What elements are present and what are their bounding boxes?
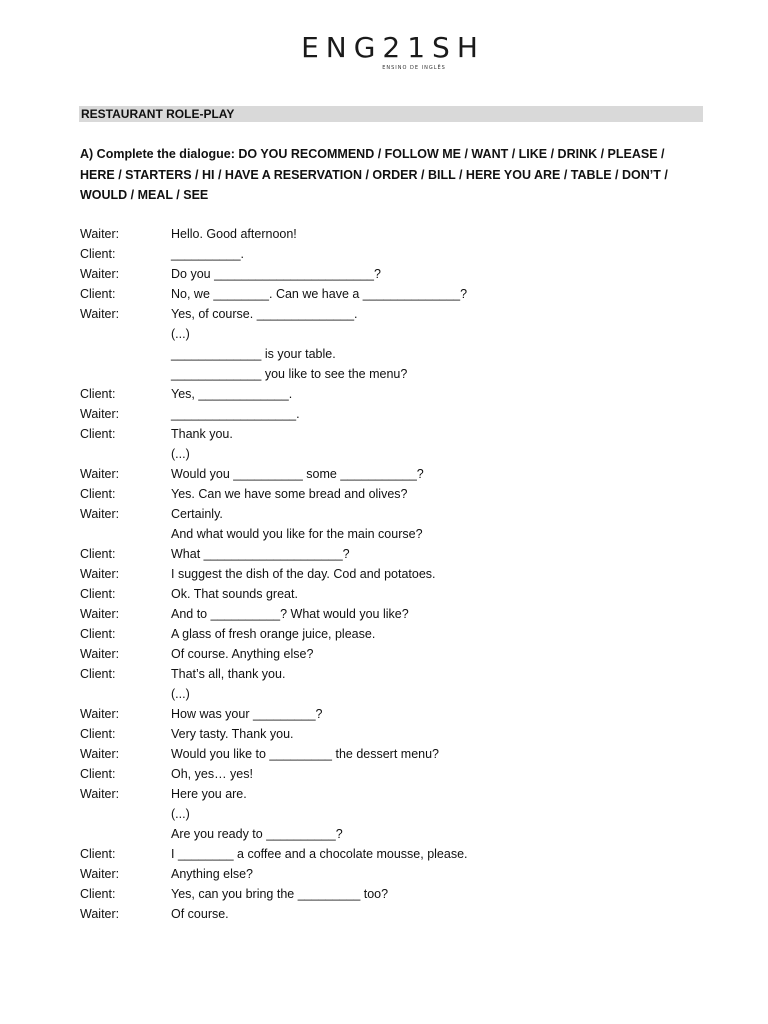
dialogue-text: __________________.	[171, 407, 300, 421]
dialogue-line	[80, 784, 700, 804]
speaker-label: Waiter:	[80, 907, 120, 921]
dialogue-line	[80, 884, 700, 904]
dialogue-line	[80, 244, 700, 264]
dialogue-line	[80, 284, 700, 304]
dialogue-line	[80, 864, 700, 884]
dialogue-text: Anything else?	[171, 867, 254, 881]
dialogue-line	[80, 564, 700, 584]
dialogue-text: Oh, yes… yes!	[171, 767, 253, 781]
section-title-bar	[79, 106, 703, 122]
dialogue-text: (...)	[171, 447, 190, 461]
speaker-label: Waiter:	[80, 467, 120, 481]
speaker-label: Client:	[80, 847, 116, 861]
dialogue-text: Certainly.	[171, 507, 223, 521]
dialogue-line	[80, 764, 700, 784]
dialogue-text: Yes. Can we have some bread and olives?	[171, 487, 408, 501]
dialogue-line	[80, 364, 700, 384]
page-title: RESTAURANT ROLE-PLAY	[81, 107, 235, 121]
logo-wordmark: ENG21SH	[301, 31, 485, 64]
dialogue-text: (...)	[171, 807, 190, 821]
dialogue-line	[80, 644, 700, 664]
dialogue-line	[80, 724, 700, 744]
dialogue-line	[80, 324, 700, 344]
speaker-label: Waiter:	[80, 747, 120, 761]
dialogue-text: Here you are.	[171, 787, 247, 801]
dialogue-text: Would you like to _________ the dessert menu?	[171, 747, 440, 761]
dialogue-text: Yes, _____________.	[171, 387, 293, 401]
dialogue-text: (...)	[171, 687, 190, 701]
dialogue-line	[80, 424, 700, 444]
dialogue-text: A glass of fresh orange juice, please.	[171, 627, 376, 641]
dialogue-text: What ____________________?	[171, 547, 350, 561]
dialogue-text: Do you _______________________?	[171, 267, 381, 281]
speaker-label: Client:	[80, 387, 116, 401]
logo-tagline: ENSINO DE INGLÊS	[382, 65, 446, 71]
speaker-label: Waiter:	[80, 787, 120, 801]
dialogue-text: Of course.	[171, 907, 229, 921]
dialogue-line	[80, 224, 700, 244]
dialogue-line	[80, 404, 700, 424]
dialogue-text: Thank you.	[171, 427, 233, 441]
dialogue-text: Very tasty. Thank you.	[171, 727, 294, 741]
speaker-label: Client:	[80, 767, 116, 781]
dialogue-line	[80, 624, 700, 644]
dialogue-line	[80, 484, 700, 504]
dialogue-line	[80, 524, 700, 544]
speaker-label: Client:	[80, 287, 116, 301]
speaker-label: Client:	[80, 547, 116, 561]
dialogue-text: And to __________? What would you like?	[171, 607, 409, 621]
speaker-label: Waiter:	[80, 647, 120, 661]
dialogue-line	[80, 844, 700, 864]
dialogue-line	[80, 824, 700, 844]
dialogue-line	[80, 344, 700, 364]
dialogue-text: Of course. Anything else?	[171, 647, 314, 661]
dialogue-text: Are you ready to __________?	[171, 827, 343, 841]
dialogue-text: _____________ is your table.	[171, 347, 336, 361]
dialogue-line	[80, 464, 700, 484]
speaker-label: Waiter:	[80, 867, 120, 881]
dialogue-text: (...)	[171, 327, 190, 341]
speaker-label: Waiter:	[80, 227, 120, 241]
dialogue-text: Yes, can you bring the _________ too?	[171, 887, 389, 901]
speaker-label: Client:	[80, 627, 116, 641]
dialogue-text: Hello. Good afternoon!	[171, 227, 297, 241]
dialogue-line	[80, 704, 700, 724]
dialogue-text: I ________ a coffee and a chocolate mousse, please.	[171, 847, 468, 861]
dialogue-line	[80, 544, 700, 564]
dialogue-line	[80, 444, 700, 464]
speaker-label: Waiter:	[80, 267, 120, 281]
speaker-label: Client:	[80, 887, 116, 901]
dialogue-line	[80, 504, 700, 524]
speaker-label: Client:	[80, 487, 116, 501]
exercise-instruction: A) Complete the dialogue: DO YOU RECOMMEND / FOLLOW ME / WANT / LIKE / DRINK / PLEASE / HERE / STARTERS / HI / HAVE A RESERVATION / ORDER / BILL / HERE YOU ARE / TABLE / DON’T / WOULD / MEAL / SEE	[80, 147, 668, 202]
speaker-label: Client:	[80, 247, 116, 261]
brand-logo	[0, 32, 768, 71]
dialogue-line	[80, 904, 700, 924]
dialogue-text: Would you __________ some ___________?	[171, 467, 424, 481]
speaker-label: Client:	[80, 427, 116, 441]
dialogue-text: How was your _________?	[171, 707, 323, 721]
dialogue-line	[80, 584, 700, 604]
dialogue-text: __________.	[171, 247, 244, 261]
dialogue-text: _____________ you like to see the menu?	[171, 367, 408, 381]
dialogue-text: That’s all, thank you.	[171, 667, 286, 681]
dialogue-line	[80, 804, 700, 824]
dialogue-text: No, we ________. Can we have a ______________?	[171, 287, 468, 301]
speaker-label: Waiter:	[80, 307, 120, 321]
dialogue-text: And what would you like for the main course?	[171, 527, 423, 541]
dialogue-line	[80, 744, 700, 764]
speaker-label: Client:	[80, 727, 116, 741]
speaker-label: Waiter:	[80, 507, 120, 521]
dialogue	[80, 224, 700, 924]
speaker-label: Waiter:	[80, 407, 120, 421]
speaker-label: Waiter:	[80, 607, 120, 621]
speaker-label: Client:	[80, 587, 116, 601]
dialogue-line	[80, 604, 700, 624]
dialogue-line	[80, 684, 700, 704]
dialogue-text: Yes, of course. ______________.	[171, 307, 358, 321]
speaker-label: Waiter:	[80, 567, 120, 581]
dialogue-text: I suggest the dish of the day. Cod and potatoes.	[171, 567, 436, 581]
dialogue-text: Ok. That sounds great.	[171, 587, 298, 601]
dialogue-line	[80, 304, 700, 324]
speaker-label: Client:	[80, 667, 116, 681]
dialogue-line	[80, 264, 700, 284]
dialogue-line	[80, 384, 700, 404]
speaker-label: Waiter:	[80, 707, 120, 721]
dialogue-line	[80, 664, 700, 684]
